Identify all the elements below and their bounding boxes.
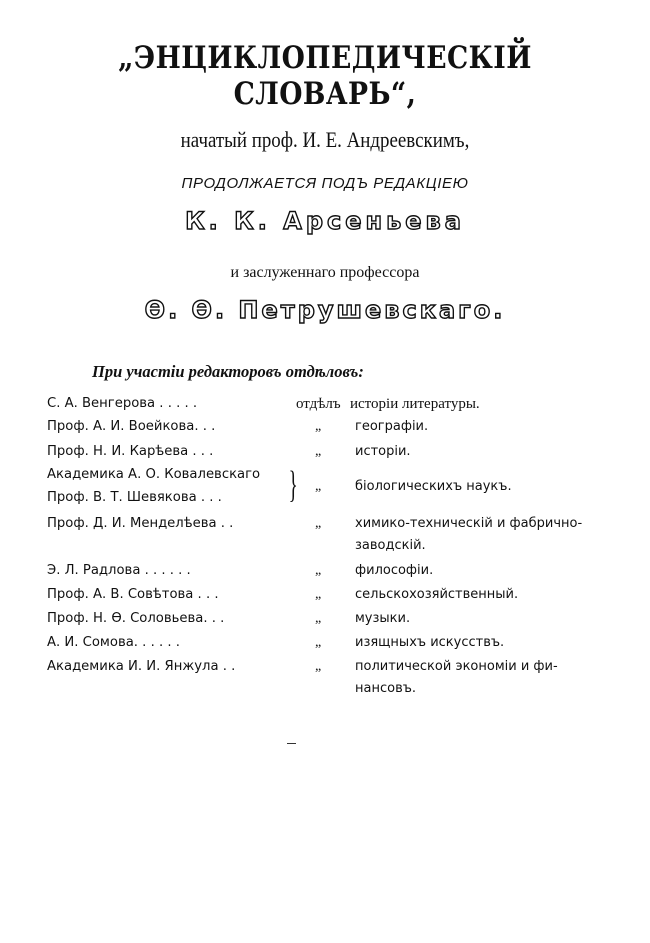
editor-row: [0, 608, 650, 630]
editor-name: Проф. А. И. Воейкова. . .: [47, 419, 216, 434]
encyclopedia-title: „ЭНЦИКЛОПЕДИЧЕСКІЙ СЛОВАРЬ“,: [118, 40, 532, 112]
ditto-mark: „: [315, 419, 322, 434]
editor-row: [0, 513, 650, 553]
editor-subject-continued: нансовъ.: [355, 681, 417, 696]
ditto-mark: „: [315, 516, 322, 531]
editor-subject-continued: заводскій.: [355, 538, 426, 553]
ditto-mark: „: [315, 659, 322, 674]
department-editors-heading: При участіи редакторовъ отдѣловъ:: [92, 362, 364, 381]
ditto-mark: „: [315, 479, 322, 494]
editor-name: Проф. А. В. Совѣтова . . .: [47, 587, 219, 602]
editor-name: Э. Л. Радлова . . . . . .: [47, 563, 191, 578]
ditto-mark: „: [315, 563, 322, 578]
editor-row: [0, 584, 650, 606]
editor-subject: исторіи.: [355, 444, 411, 459]
editor-row: [0, 441, 650, 463]
shared-subject-row: [0, 476, 650, 498]
department-word: отдѣлъ: [296, 396, 341, 412]
editor-row: [0, 393, 650, 415]
editor-subject: географіи.: [355, 419, 429, 434]
editor-name: С. А. Венгерова . . . . .: [47, 396, 198, 411]
editor-subject: біологическихъ наукъ.: [355, 479, 512, 494]
and-professor-line: и заслуженнаго профессора: [230, 264, 420, 281]
chief-editor-petrushevsky: Ѳ. Ѳ. Петрушевскаго.: [144, 296, 506, 324]
editor-name: Проф. Н. Ѳ. Соловьева. . .: [47, 611, 225, 626]
founder-line: начатый проф. И. Е. Андреевскимъ,: [180, 127, 470, 152]
ditto-mark: „: [315, 611, 322, 626]
editor-subject: исторіи литературы.: [350, 396, 480, 412]
ditto-mark: „: [315, 635, 322, 650]
editor-subject: сельскохозяйственный.: [355, 587, 519, 602]
editor-name: Проф. Н. И. Карѣева . . .: [47, 444, 214, 459]
editor-subject: музыки.: [355, 611, 411, 626]
editor-name: Академика И. И. Янжула . .: [47, 659, 236, 674]
editor-subject: химико-техническій и фабрично-: [355, 516, 583, 531]
editor-row: [0, 560, 650, 582]
editor-name: Академика А. О. Ковалевскаго: [47, 467, 261, 482]
editor-subject: политической экономіи и фи-: [355, 659, 558, 674]
editor-row: [0, 656, 650, 696]
editor-subject: философіи.: [355, 563, 434, 578]
ditto-mark: „: [315, 444, 322, 459]
editor-row: [0, 632, 650, 654]
editor-subject: изящныхъ искусствъ.: [355, 635, 505, 650]
page-dash-mark: [287, 743, 296, 744]
continued-under-editorship: ПРОДОЛЖАЕТСЯ ПОДЪ РЕДАКЦІЕЮ: [181, 175, 469, 192]
chief-editor-arsenyev: К. К. Арсеньева: [185, 207, 465, 235]
editor-name: Проф. В. Т. Шевякова . . .: [47, 490, 222, 505]
editor-row: [0, 416, 650, 438]
editor-name: Проф. Д. И. Менделѣева . .: [47, 516, 234, 531]
grouping-brace: }: [288, 464, 298, 506]
editor-name: А. И. Сомова. . . . . .: [47, 635, 180, 650]
ditto-mark: „: [315, 587, 322, 602]
